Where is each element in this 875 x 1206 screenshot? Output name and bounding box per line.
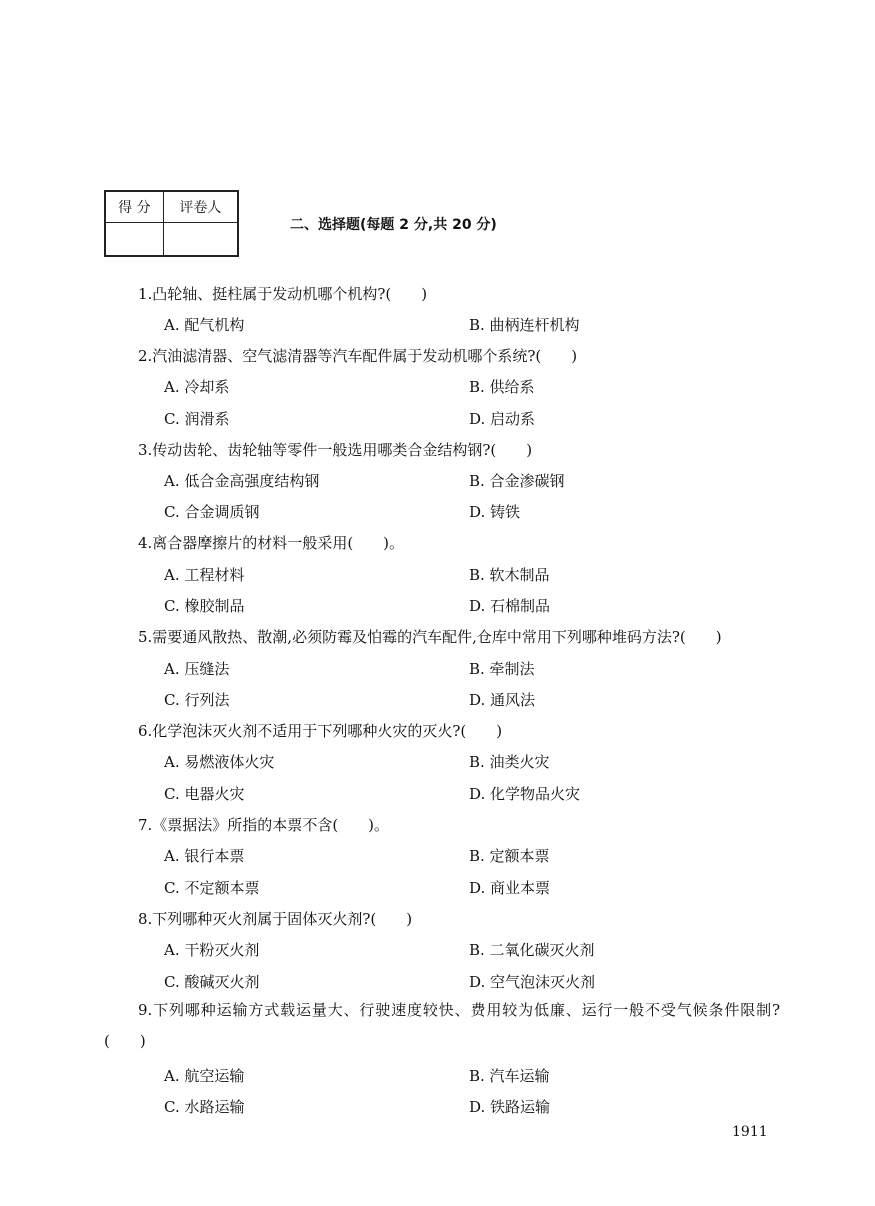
grader-cell: [163, 223, 238, 257]
option-1a: A. 配气机构: [164, 316, 245, 334]
question-2: 2.汽油滤清器、空气滤清器等汽车配件属于发动机哪个系统?( ): [138, 347, 578, 365]
question-8: 8.下列哪种灭火剂属于固体灭火剂?( ): [138, 910, 413, 928]
question-1: 1.凸轮轴、挺柱属于发动机哪个机构?( ): [138, 285, 428, 303]
option-6a: A. 易燃液体火灾: [164, 753, 275, 771]
question-5: 5.需要通风散热、散潮,必须防霉及怕霉的汽车配件,仓库中常用下列哪种堆码方法?( ): [138, 628, 722, 646]
option-8b: B. 二氧化碳灭火剂: [469, 941, 595, 959]
option-7c: C. 不定额本票: [164, 879, 260, 897]
score-label: 得 分: [105, 191, 163, 223]
option-2c: C. 润滑系: [164, 410, 230, 428]
question-7: 7.《票据法》所指的本票不含( )。: [138, 816, 390, 834]
section-title: 二、选择题(每题 2 分,共 20 分): [290, 217, 497, 233]
option-2a: A. 冷却系: [164, 378, 230, 396]
option-2d: D. 启动系: [469, 410, 536, 428]
option-9c: C. 水路运输: [164, 1098, 245, 1116]
option-7a: A. 银行本票: [164, 847, 245, 865]
score-cell: [105, 223, 163, 257]
option-3a: A. 低合金高强度结构钢: [164, 472, 320, 490]
option-6c: C. 电器火灾: [164, 785, 245, 803]
option-4b: B. 软木制品: [469, 566, 550, 584]
option-4d: D. 石棉制品: [469, 597, 551, 615]
question-9: 9.下列哪种运输方式载运量大、行驶速度较快、费用较为低廉、运行一般不受气候条件限制?( ): [104, 1001, 780, 1050]
option-3b: B. 合金渗碳钢: [469, 472, 565, 490]
option-5a: A. 压缝法: [164, 660, 230, 678]
option-5b: B. 牵制法: [469, 660, 535, 678]
option-8c: C. 酸碱灭火剂: [164, 973, 260, 991]
option-7d: D. 商业本票: [469, 879, 551, 897]
option-8d: D. 空气泡沫灭火剂: [469, 973, 596, 991]
option-3d: D. 铸铁: [469, 503, 521, 521]
grader-label: 评卷人: [163, 191, 238, 223]
question-6: 6.化学泡沫灭火剂不适用于下列哪种火灾的灭火?( ): [138, 722, 503, 740]
option-8a: A. 干粉灭火剂: [164, 941, 260, 959]
option-1b: B. 曲柄连杆机构: [469, 316, 580, 334]
option-9d: D. 铁路运输: [469, 1098, 551, 1116]
option-6d: D. 化学物品火灾: [469, 785, 581, 803]
question-4: 4.离合器摩擦片的材料一般采用( )。: [138, 534, 405, 552]
option-5d: D. 通风法: [469, 691, 536, 709]
option-4c: C. 橡胶制品: [164, 597, 245, 615]
option-3c: C. 合金调质钢: [164, 503, 260, 521]
option-2b: B. 供给系: [469, 378, 535, 396]
page-number: 1911: [732, 1124, 768, 1140]
option-9b: B. 汽车运输: [469, 1067, 550, 1085]
option-9a: A. 航空运输: [164, 1067, 245, 1085]
option-7b: B. 定额本票: [469, 847, 550, 865]
score-table: [104, 190, 239, 257]
option-4a: A. 工程材料: [164, 566, 245, 584]
option-5c: C. 行列法: [164, 691, 230, 709]
option-6b: B. 油类火灾: [469, 753, 550, 771]
question-3: 3.传动齿轮、齿轮轴等零件一般选用哪类合金结构钢?( ): [138, 441, 533, 459]
